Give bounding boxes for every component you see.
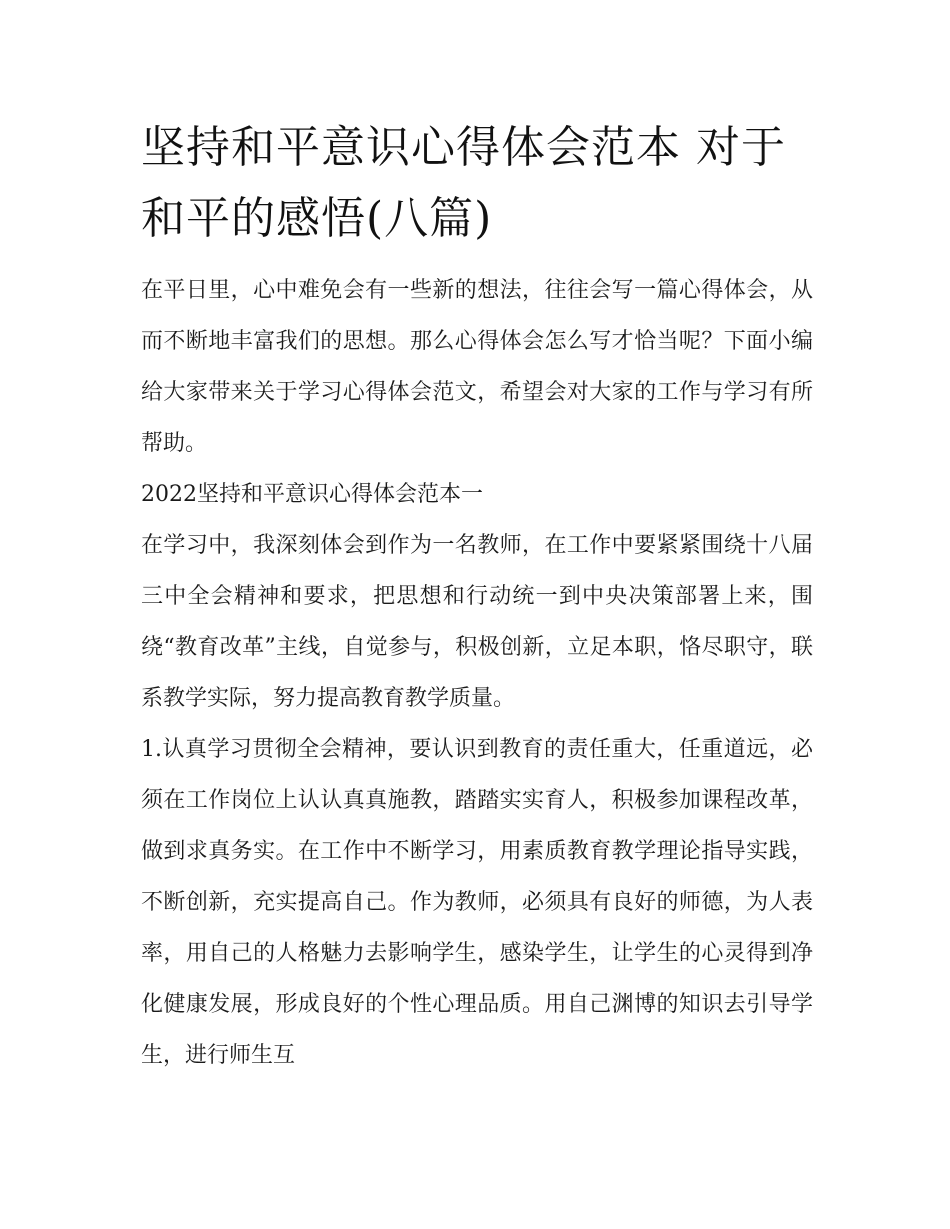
intro-paragraph: 在平日里，心中难免会有一些新的想法，往往会写一篇心得体会，从而不断地丰富我们的思想。那么心得体会怎么写才恰当呢？下面小编给大家带来关于学习心得体会范文，希望会对大家的工作与学习有所帮助。 (141, 278, 813, 456)
document-body (141, 265, 813, 1081)
document-page (141, 112, 813, 1081)
section-heading: 2022坚持和平意识心得体会范本一 (141, 482, 483, 507)
body-paragraph: 在学习中，我深刻体会到作为一名教师，在工作中要紧紧围绕十八届三中全会精神和要求，把思想和行动统一到中央决策部署上来，围绕“教育改革”主线，自觉参与，积极创新，立足本职，恪尽职守，联系教学实际，努力提高教育教学质量。 (141, 533, 813, 711)
document-title: 坚持和平意识心得体会范本 对于和平的感悟(八篇) (141, 122, 786, 244)
body-paragraph: 1.认真学习贯彻全会精神，要认识到教育的责任重大，任重道远，必须在工作岗位上认认真真施教，踏踏实实育人，积极参加课程改革，做到求真务实。在工作中不断学习，用素质教育教学理论指导实践，不断创新，充实提高自己。作为教师，必须具有良好的师德，为人表率，用自己的人格魅力去影响学生，感染学生，让学生的心灵得到净化健康发展，形成良好的个性心理品质。用自己渊博的知识去引导学生，进行师生互 (141, 737, 813, 1068)
